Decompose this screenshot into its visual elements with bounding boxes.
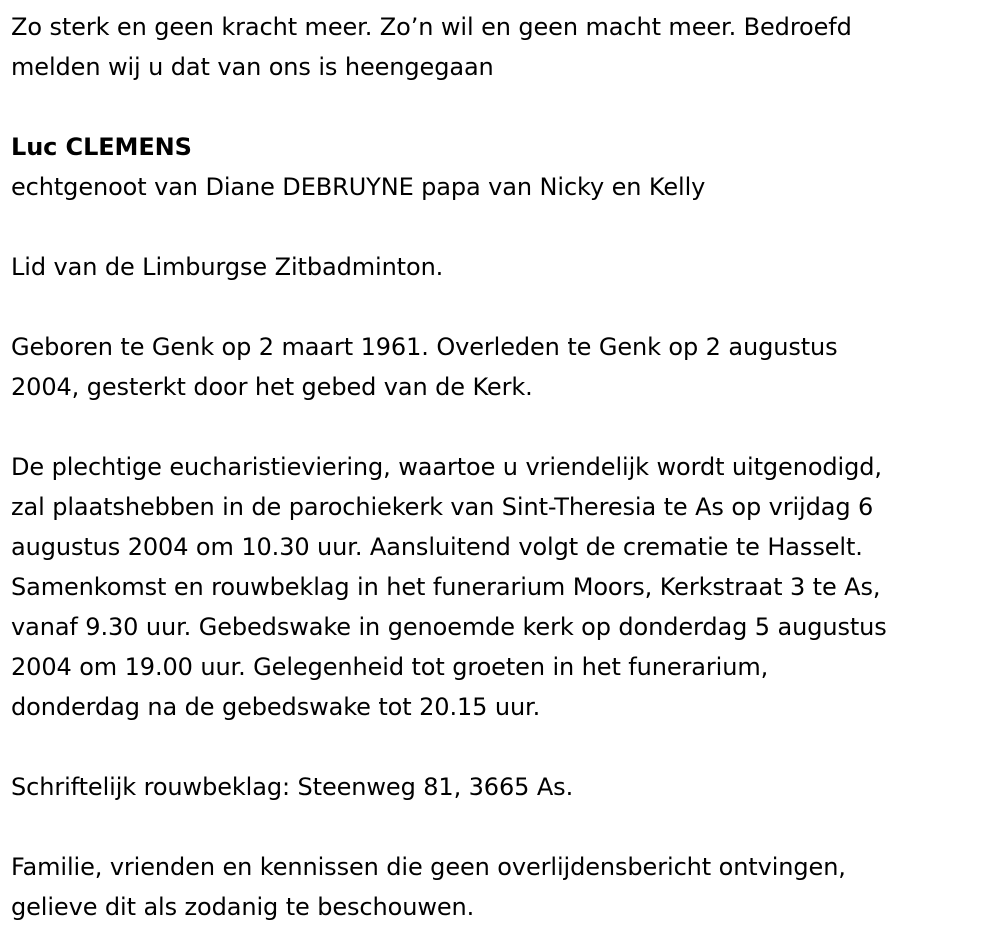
paragraph-spacer (11, 727, 990, 767)
ceremony-line: vanaf 9.30 uur. Gebedswake in genoemde kerk op donderdag 5 augustus (11, 613, 887, 641)
condolence-address: Schriftelijk rouwbeklag: Steenweg 81, 3665 As. (11, 773, 574, 801)
birth-death-paragraph (11, 327, 990, 407)
ceremony-line: augustus 2004 om 10.30 uur. Aansluitend volgt de crematie te Hasselt. (11, 533, 863, 561)
closing-line: Familie, vrienden en kennissen die geen overlijdensbericht ontvingen, (11, 853, 846, 881)
paragraph-spacer (11, 407, 990, 447)
paragraph-spacer (11, 87, 990, 127)
ceremony-line: donderdag na de gebedswake tot 20.15 uur. (11, 693, 541, 721)
deceased-name: Luc CLEMENS (11, 133, 192, 161)
closing-paragraph (11, 847, 990, 927)
membership-text: Lid van de Limburgse Zitbadminton. (11, 253, 444, 281)
deceased-block (11, 127, 990, 207)
paragraph-spacer (11, 287, 990, 327)
ceremony-line: Samenkomst en rouwbeklag in het funerarium Moors, Kerkstraat 3 te As, (11, 573, 881, 601)
intro-line: melden wij u dat van ons is heengegaan (11, 53, 494, 81)
ceremony-line: De plechtige eucharistieviering, waartoe u vriendelijk wordt uitgenodigd, (11, 453, 882, 481)
paragraph-spacer (11, 807, 990, 847)
deceased-relations: echtgenoot van Diane DEBRUYNE papa van Nicky en Kelly (11, 173, 706, 201)
birth-death-line: Geboren te Genk op 2 maart 1961. Overleden te Genk op 2 augustus (11, 333, 838, 361)
ceremony-line: 2004 om 19.00 uur. Gelegenheid tot groeten in het funerarium, (11, 653, 769, 681)
ceremony-paragraph (11, 447, 990, 727)
birth-death-line: 2004, gesterkt door het gebed van de Kerk. (11, 373, 533, 401)
paragraph-spacer (11, 207, 990, 247)
ceremony-line: zal plaatshebben in de parochiekerk van Sint-Theresia te As op vrijdag 6 (11, 493, 874, 521)
intro-paragraph (11, 7, 990, 87)
closing-line: gelieve dit als zodanig te beschouwen. (11, 893, 475, 921)
intro-line: Zo sterk en geen kracht meer. Zo’n wil en geen macht meer. Bedroefd (11, 13, 852, 41)
